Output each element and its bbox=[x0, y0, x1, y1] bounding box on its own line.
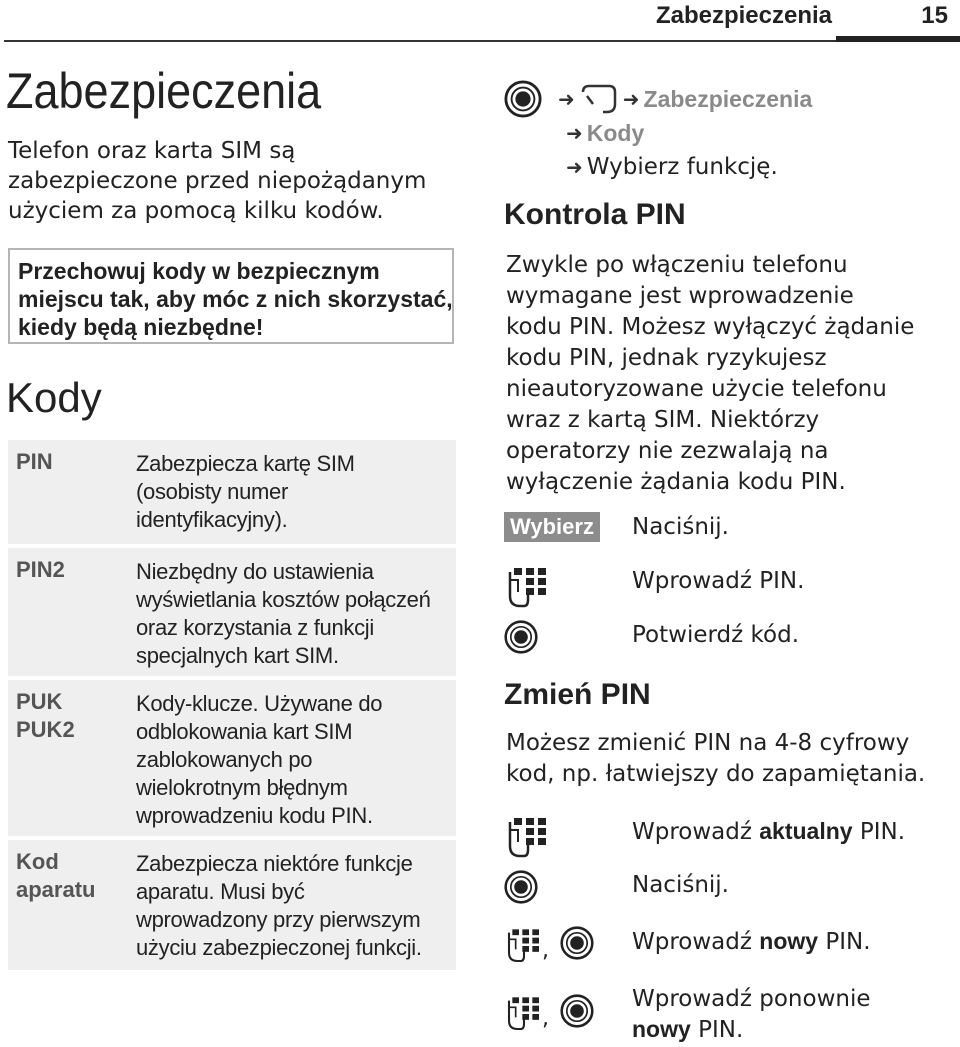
joystick-press-icon bbox=[504, 80, 542, 118]
joystick-press-icon bbox=[504, 870, 538, 904]
codes-table bbox=[8, 440, 456, 974]
menu-path-instruction: Wybierz funkcję. bbox=[586, 154, 778, 180]
code-term: PUK PUK2 bbox=[16, 689, 75, 742]
menu-path bbox=[504, 82, 954, 184]
separator-comma: , bbox=[542, 1006, 549, 1031]
code-desc: Zabezpiecza kartę SIM (osobisty numer identyfikacyjny). bbox=[136, 451, 355, 532]
code-term: PIN2 bbox=[16, 557, 65, 582]
separator-comma: , bbox=[542, 938, 549, 963]
arrow-right-icon: ➜ bbox=[566, 155, 583, 179]
page-number: 15 bbox=[921, 2, 948, 29]
code-term: Kod aparatu bbox=[16, 849, 96, 902]
pin-check-paragraph: Zwykle po włączeniu telefonu wymagane jest wprowadzenie kodu PIN. Możesz wyłączyć żądanie kodu PIN, jednak ryzykujesz nieautoryzowane użycie telefonu wraz z kartą SIM. Niektórzy operatorzy nie zezwalają na wyłączenie żądania kodu PIN. bbox=[506, 252, 915, 495]
code-row-pin2 bbox=[8, 548, 456, 676]
softkey-label: Wybierz bbox=[504, 512, 600, 542]
joystick-press-icon bbox=[504, 620, 538, 654]
joystick-press-icon bbox=[560, 994, 594, 1028]
code-desc: Niezbędny do ustawienia wyświetlania kosztów połączeń oraz korzystania z funkcji specjalnych kart SIM. bbox=[136, 559, 431, 668]
arrow-right-icon: ➜ bbox=[622, 87, 640, 111]
code-row-pin bbox=[8, 440, 456, 544]
pin-check-heading: Kontrola PIN bbox=[504, 198, 686, 231]
arrow-right-icon: ➜ bbox=[566, 121, 583, 145]
menu-path-item: Kody bbox=[586, 119, 645, 146]
code-desc: Kody-klucze. Używane do odblokowania kart SIM zablokowanych po wielokrotnym błędnym wprowadzeniu kodu PIN. bbox=[136, 691, 383, 828]
menu-key-icon bbox=[579, 84, 619, 114]
codes-heading: Kody bbox=[6, 374, 102, 421]
header-title: Zabezpieczenia bbox=[655, 2, 832, 29]
keypad-hand-icon bbox=[504, 566, 552, 610]
code-row-puk bbox=[8, 680, 456, 836]
header-rule-thick bbox=[836, 36, 960, 42]
change-pin-paragraph: Możesz zmienić PIN na 4-8 cyfrowy kod, np. łatwiejszy do zapamiętania. bbox=[506, 730, 926, 787]
menu-path-item: Zabezpieczenia bbox=[643, 85, 813, 112]
header-rule bbox=[4, 40, 836, 42]
keypad-hand-icon bbox=[504, 994, 544, 1034]
code-row-device bbox=[8, 840, 456, 970]
keypad-hand-icon bbox=[504, 816, 552, 860]
page-title: Zabezpieczenia bbox=[6, 63, 322, 119]
arrow-right-icon: ➜ bbox=[558, 87, 575, 111]
keypad-hand-icon bbox=[504, 926, 544, 966]
intro-paragraph: Telefon oraz karta SIM są zabezpieczone przed niepożądanym użyciem za pomocą kilku kodów. bbox=[8, 138, 427, 224]
code-desc: Zabezpiecza niektóre funkcje aparatu. Musi być wprowadzony przy pierwszym użyciu zabezpieczonej funkcji. bbox=[136, 851, 422, 960]
joystick-press-icon bbox=[560, 926, 594, 960]
change-pin-heading: Zmień PIN bbox=[504, 678, 651, 711]
note-box: Przechowuj kody w bezpiecznym miejscu tak, aby móc z nich skorzystać, kiedy będą niezbędne! bbox=[8, 248, 454, 344]
code-term: PIN bbox=[16, 449, 53, 474]
